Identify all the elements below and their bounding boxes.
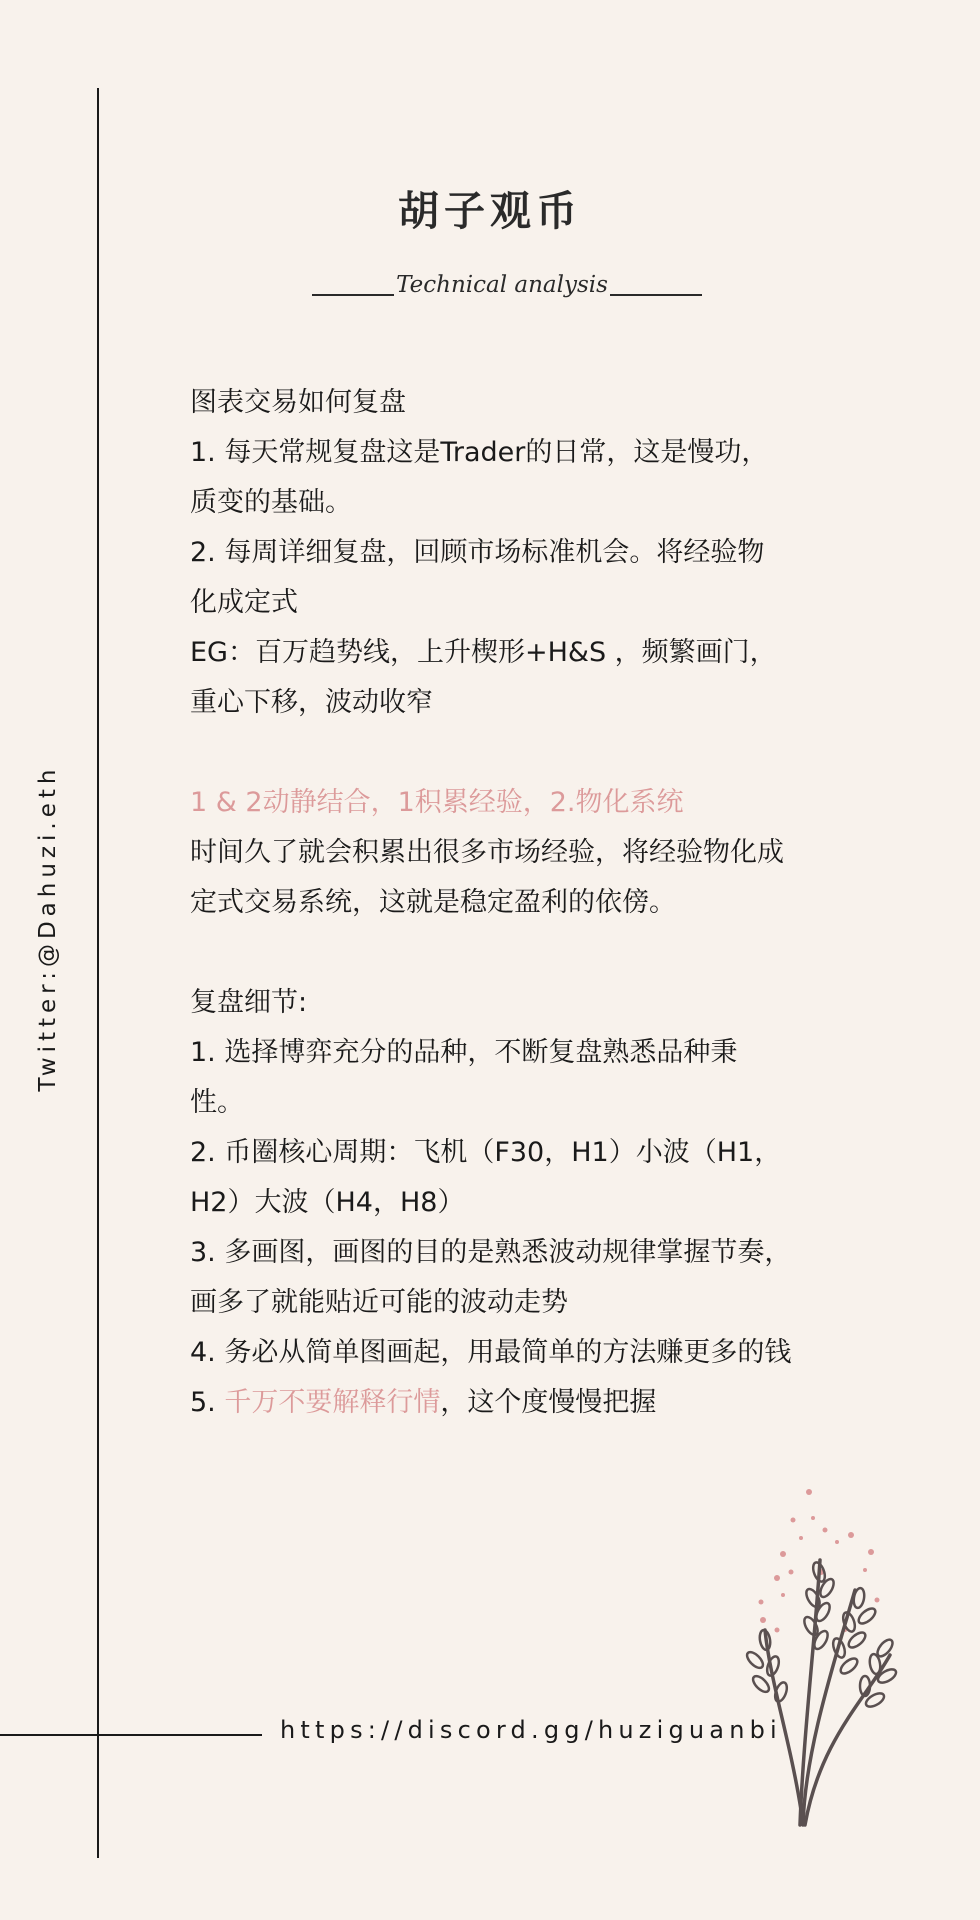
discord-link[interactable]: https://discord.gg/huziguanbi	[280, 1716, 782, 1744]
horizontal-divider-line	[0, 1734, 262, 1736]
paragraph-line: 定式交易系统，这就是稳定盈利的依傍。	[190, 887, 676, 918]
subtitle-script: Technical analysis	[396, 272, 608, 298]
vertical-divider-line	[97, 88, 99, 1858]
subtitle-rule-right	[610, 294, 702, 296]
list-item: 性。	[190, 1087, 244, 1118]
list-item: 4. 务必从简单图画起，用最简单的方法赚更多的钱	[190, 1337, 792, 1368]
page-title: 胡子观币	[398, 187, 582, 235]
list-item: 3. 多画图，画图的目的是熟悉波动规律掌握节奏，	[190, 1237, 792, 1268]
list-item: 1. 选择博弈充分的品种，不断复盘熟悉品种秉	[190, 1037, 738, 1068]
list-item-highlight: 千万不要解释行情	[224, 1387, 441, 1418]
lavender-sprig-icon	[725, 1480, 905, 1840]
list-item	[190, 1378, 850, 1428]
paragraph-line: 2. 每周详细复盘，回顾市场标准机会。将经验物	[190, 537, 765, 568]
paragraph-line: 重心下移，波动收窄	[190, 687, 433, 718]
list-item: 画多了就能贴近可能的波动走势	[190, 1287, 568, 1318]
list-item: H2）大波（H4，H8）	[190, 1187, 465, 1218]
subtitle-row	[312, 270, 702, 318]
paragraph-line: EG：百万趋势线，上升楔形+H&S ，频繁画门，	[190, 637, 777, 668]
paragraph-line: 1. 每天常规复盘这是Trader的日常，这是慢功，	[190, 437, 769, 468]
paragraph-line: 质变的基础。	[190, 487, 352, 518]
highlight-line: 1 & 2动静结合，1积累经验，2.物化系统	[190, 787, 684, 818]
subtitle-rule-left	[312, 294, 394, 296]
details-heading: 复盘细节:	[190, 987, 308, 1018]
list-item-prefix: 5.	[190, 1387, 225, 1418]
list-item: 2. 币圈核心周期：飞机（F30，H1）小波（H1，	[190, 1137, 782, 1168]
paragraph-line: 化成定式	[190, 587, 298, 618]
list-item-suffix: ，这个度慢慢把握	[440, 1387, 657, 1418]
paragraph-line: 时间久了就会积累出很多市场经验，将经验物化成	[190, 837, 784, 868]
twitter-handle: Twitter:@Dahuzi.eth	[35, 764, 61, 1092]
article-heading: 图表交易如何复盘	[190, 387, 406, 418]
article-body	[190, 378, 850, 1428]
